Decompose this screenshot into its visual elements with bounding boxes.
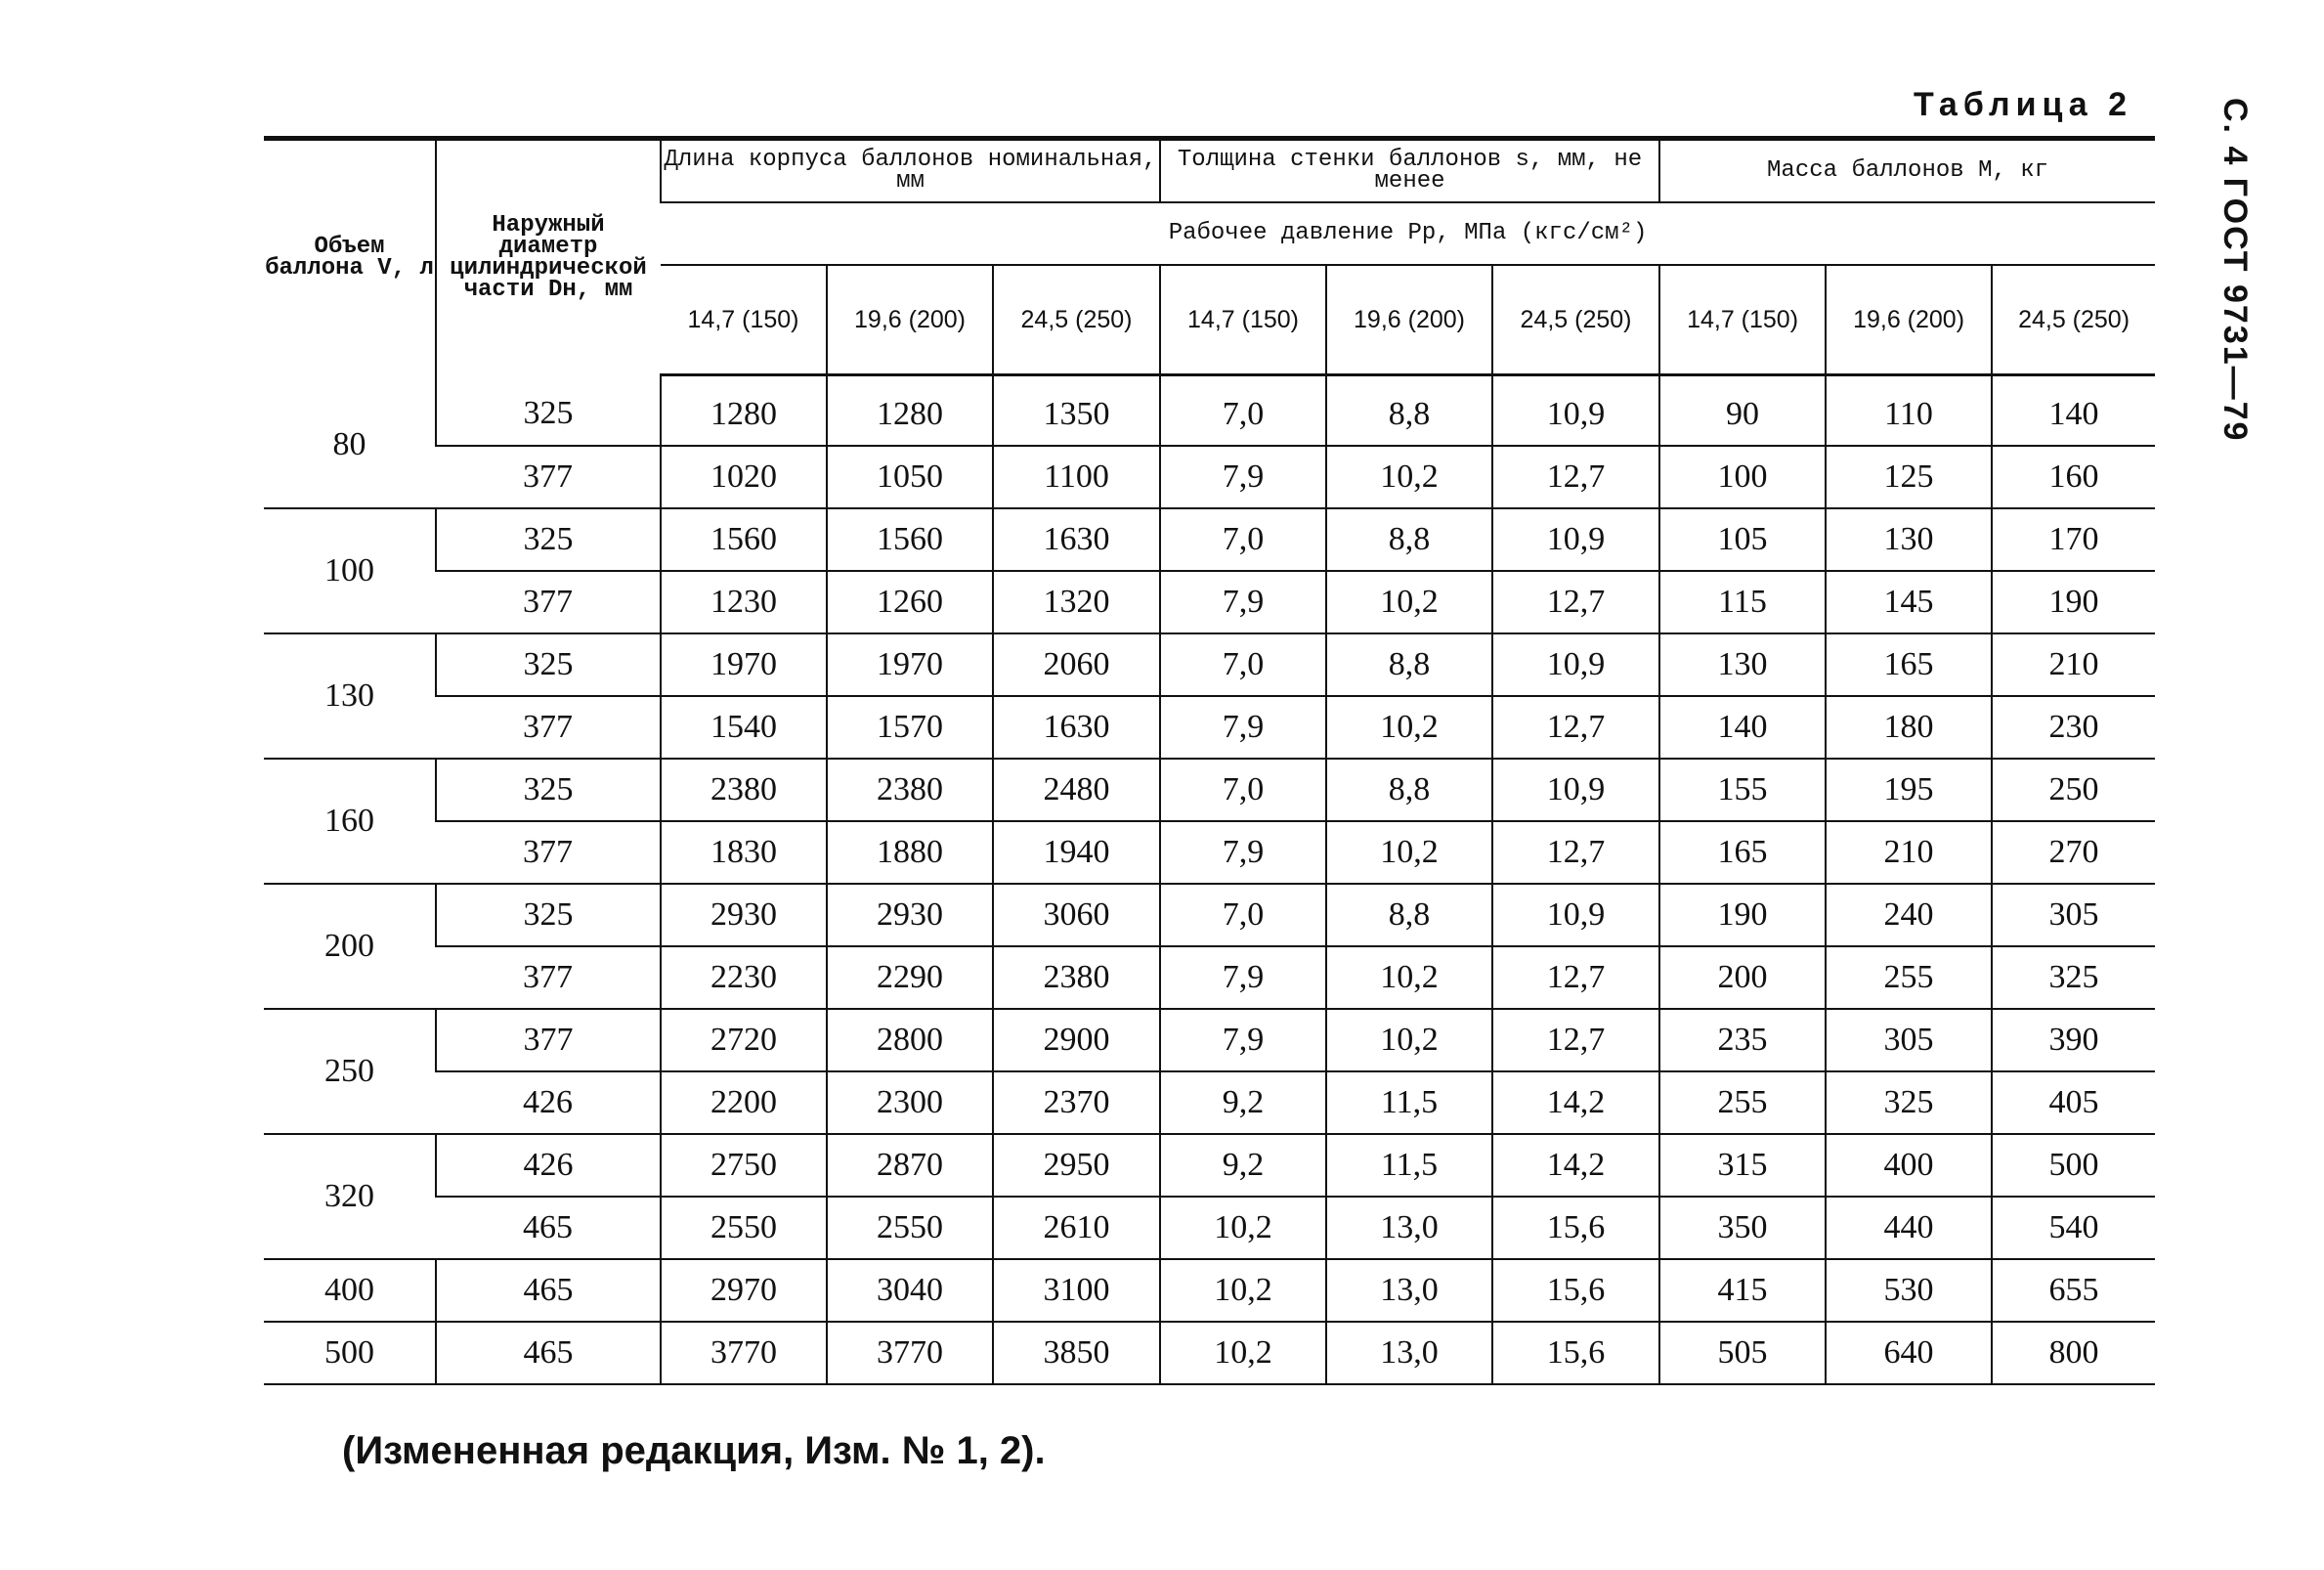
value-cell: 405 (1992, 1071, 2155, 1134)
value-cell: 305 (1826, 1009, 1992, 1071)
value-cell: 500 (1992, 1134, 2155, 1197)
value-cell: 1050 (827, 446, 993, 508)
value-cell: 1880 (827, 821, 993, 884)
value-cell: 1100 (993, 446, 1160, 508)
value-cell: 505 (1659, 1322, 1826, 1384)
value-cell: 8,8 (1326, 633, 1492, 696)
group-header-thickness: Толщина стенки баллонов s, мм, не менее (1160, 139, 1659, 203)
group-header-mass: Масса баллонов M, кг (1659, 139, 2155, 203)
table-row (264, 1197, 2155, 1259)
value-cell: 10,2 (1326, 946, 1492, 1009)
diameter-cell: 377 (436, 946, 661, 1009)
value-cell: 10,2 (1160, 1322, 1326, 1384)
value-cell: 2950 (993, 1134, 1160, 1197)
volume-cell: 100 (264, 508, 436, 633)
table-row (264, 1259, 2155, 1322)
diameter-cell: 377 (436, 696, 661, 759)
diameter-cell: 377 (436, 446, 661, 508)
value-cell: 530 (1826, 1259, 1992, 1322)
value-cell: 2750 (661, 1134, 827, 1197)
value-cell: 350 (1659, 1197, 1826, 1259)
value-cell: 1260 (827, 571, 993, 633)
value-cell: 7,9 (1160, 946, 1326, 1009)
table-row (264, 375, 2155, 447)
value-cell: 190 (1992, 571, 2155, 633)
value-cell: 12,7 (1492, 446, 1659, 508)
table-row (264, 1071, 2155, 1134)
value-cell: 10,2 (1326, 821, 1492, 884)
value-cell: 165 (1659, 821, 1826, 884)
value-cell: 100 (1659, 446, 1826, 508)
table-row (264, 1009, 2155, 1071)
value-cell: 440 (1826, 1197, 1992, 1259)
table-row (264, 1322, 2155, 1384)
value-cell: 7,0 (1160, 884, 1326, 946)
table-row (264, 946, 2155, 1009)
table-caption: Таблица 2 (1914, 86, 2133, 123)
pressure-col-header: 24,5 (250) (1992, 265, 2155, 375)
value-cell: 145 (1826, 571, 1992, 633)
value-cell: 1940 (993, 821, 1160, 884)
value-cell: 130 (1659, 633, 1826, 696)
spec-table-container (264, 136, 2155, 1385)
value-cell: 7,9 (1160, 571, 1326, 633)
spec-table (264, 136, 2155, 1385)
value-cell: 140 (1992, 375, 2155, 447)
value-cell: 7,9 (1160, 1009, 1326, 1071)
value-cell: 210 (1826, 821, 1992, 884)
value-cell: 250 (1992, 759, 2155, 821)
diameter-cell: 465 (436, 1197, 661, 1259)
value-cell: 15,6 (1492, 1259, 1659, 1322)
value-cell: 12,7 (1492, 821, 1659, 884)
value-cell: 3770 (661, 1322, 827, 1384)
value-cell: 3770 (827, 1322, 993, 1384)
value-cell: 170 (1992, 508, 2155, 571)
value-cell: 12,7 (1492, 696, 1659, 759)
value-cell: 2370 (993, 1071, 1160, 1134)
table-row (264, 759, 2155, 821)
diameter-cell: 465 (436, 1322, 661, 1384)
value-cell: 10,9 (1492, 508, 1659, 571)
value-cell: 1570 (827, 696, 993, 759)
group-header-length: Длина корпуса баллонов номинальная, мм (661, 139, 1160, 203)
pressure-col-header: 24,5 (250) (993, 265, 1160, 375)
diameter-cell: 325 (436, 375, 661, 447)
volume-cell: 160 (264, 759, 436, 884)
value-cell: 235 (1659, 1009, 1826, 1071)
value-cell: 12,7 (1492, 946, 1659, 1009)
value-cell: 7,9 (1160, 821, 1326, 884)
col-header-volume: Объем баллона V, л (265, 233, 434, 282)
value-cell: 305 (1992, 884, 2155, 946)
pressure-col-header: 14,7 (150) (661, 265, 827, 375)
value-cell: 655 (1992, 1259, 2155, 1322)
value-cell: 2480 (993, 759, 1160, 821)
value-cell: 11,5 (1326, 1071, 1492, 1134)
value-cell: 160 (1992, 446, 2155, 508)
value-cell: 1280 (661, 375, 827, 447)
value-cell: 13,0 (1326, 1197, 1492, 1259)
diameter-cell: 377 (436, 821, 661, 884)
diameter-cell: 325 (436, 884, 661, 946)
value-cell: 2300 (827, 1071, 993, 1134)
value-cell: 1630 (993, 696, 1160, 759)
value-cell: 415 (1659, 1259, 1826, 1322)
value-cell: 2800 (827, 1009, 993, 1071)
value-cell: 10,2 (1160, 1259, 1326, 1322)
value-cell: 1970 (661, 633, 827, 696)
value-cell: 195 (1826, 759, 1992, 821)
pressure-col-header: 19,6 (200) (827, 265, 993, 375)
value-cell: 200 (1659, 946, 1826, 1009)
value-cell: 7,0 (1160, 633, 1326, 696)
value-cell: 10,9 (1492, 759, 1659, 821)
value-cell: 10,9 (1492, 884, 1659, 946)
col-header-diameter: Наружный диаметр цилиндрической части Dн, мм (436, 139, 661, 375)
value-cell: 10,2 (1326, 571, 1492, 633)
value-cell: 1280 (827, 375, 993, 447)
value-cell: 2380 (661, 759, 827, 821)
value-cell: 800 (1992, 1322, 2155, 1384)
value-cell: 8,8 (1326, 884, 1492, 946)
pressure-col-header: 19,6 (200) (1326, 265, 1492, 375)
value-cell: 2930 (827, 884, 993, 946)
value-cell: 165 (1826, 633, 1992, 696)
value-cell: 10,2 (1160, 1197, 1326, 1259)
table-row (264, 446, 2155, 508)
value-cell: 540 (1992, 1197, 2155, 1259)
pressure-col-header: 14,7 (150) (1160, 265, 1326, 375)
value-cell: 2970 (661, 1259, 827, 1322)
volume-cell: 400 (264, 1259, 436, 1322)
value-cell: 8,8 (1326, 508, 1492, 571)
value-cell: 2380 (993, 946, 1160, 1009)
value-cell: 105 (1659, 508, 1826, 571)
volume-cell: 80 (264, 375, 436, 509)
value-cell: 1830 (661, 821, 827, 884)
value-cell: 1560 (661, 508, 827, 571)
value-cell: 2870 (827, 1134, 993, 1197)
value-cell: 3060 (993, 884, 1160, 946)
value-cell: 7,9 (1160, 446, 1326, 508)
diameter-cell: 325 (436, 508, 661, 571)
pressure-col-header: 14,7 (150) (1659, 265, 1826, 375)
value-cell: 180 (1826, 696, 1992, 759)
value-cell: 10,2 (1326, 696, 1492, 759)
table-row (264, 884, 2155, 946)
value-cell: 2550 (827, 1197, 993, 1259)
diameter-cell: 426 (436, 1071, 661, 1134)
value-cell: 255 (1826, 946, 1992, 1009)
value-cell: 2230 (661, 946, 827, 1009)
value-cell: 240 (1826, 884, 1992, 946)
value-cell: 14,2 (1492, 1071, 1659, 1134)
value-cell: 2550 (661, 1197, 827, 1259)
value-cell: 325 (1992, 946, 2155, 1009)
value-cell: 2930 (661, 884, 827, 946)
diameter-cell: 325 (436, 759, 661, 821)
value-cell: 1630 (993, 508, 1160, 571)
diameter-cell: 377 (436, 571, 661, 633)
value-cell: 390 (1992, 1009, 2155, 1071)
value-cell: 9,2 (1160, 1071, 1326, 1134)
value-cell: 12,7 (1492, 1009, 1659, 1071)
diameter-cell: 426 (436, 1134, 661, 1197)
value-cell: 125 (1826, 446, 1992, 508)
value-cell: 8,8 (1326, 759, 1492, 821)
value-cell: 1230 (661, 571, 827, 633)
value-cell: 140 (1659, 696, 1826, 759)
value-cell: 15,6 (1492, 1197, 1659, 1259)
value-cell: 130 (1826, 508, 1992, 571)
diameter-cell: 377 (436, 1009, 661, 1071)
table-row (264, 508, 2155, 571)
value-cell: 255 (1659, 1071, 1826, 1134)
value-cell: 640 (1826, 1322, 1992, 1384)
value-cell: 10,2 (1326, 1009, 1492, 1071)
value-cell: 2380 (827, 759, 993, 821)
revision-note: (Измененная редакция, Изм. № 1, 2). (342, 1429, 1046, 1472)
value-cell: 400 (1826, 1134, 1992, 1197)
value-cell: 270 (1992, 821, 2155, 884)
diameter-cell: 465 (436, 1259, 661, 1322)
value-cell: 3100 (993, 1259, 1160, 1322)
value-cell: 7,0 (1160, 508, 1326, 571)
value-cell: 3850 (993, 1322, 1160, 1384)
value-cell: 15,6 (1492, 1322, 1659, 1384)
value-cell: 9,2 (1160, 1134, 1326, 1197)
value-cell: 14,2 (1492, 1134, 1659, 1197)
value-cell: 8,8 (1326, 375, 1492, 447)
value-cell: 190 (1659, 884, 1826, 946)
value-cell: 3040 (827, 1259, 993, 1322)
volume-cell: 250 (264, 1009, 436, 1134)
value-cell: 1540 (661, 696, 827, 759)
value-cell: 2060 (993, 633, 1160, 696)
pressure-col-header: 19,6 (200) (1826, 265, 1992, 375)
table-row (264, 696, 2155, 759)
volume-cell: 500 (264, 1322, 436, 1384)
page-side-header: С. 4 ГОСТ 9731—79 (2216, 98, 2254, 443)
value-cell: 10,9 (1492, 375, 1659, 447)
diameter-cell: 325 (436, 633, 661, 696)
value-cell: 1350 (993, 375, 1160, 447)
value-cell: 11,5 (1326, 1134, 1492, 1197)
value-cell: 10,2 (1326, 446, 1492, 508)
table-row (264, 633, 2155, 696)
value-cell: 1020 (661, 446, 827, 508)
value-cell: 1560 (827, 508, 993, 571)
value-cell: 13,0 (1326, 1259, 1492, 1322)
value-cell: 115 (1659, 571, 1826, 633)
value-cell: 210 (1992, 633, 2155, 696)
volume-cell: 320 (264, 1134, 436, 1259)
value-cell: 10,9 (1492, 633, 1659, 696)
table-row (264, 571, 2155, 633)
value-cell: 2720 (661, 1009, 827, 1071)
volume-cell: 200 (264, 884, 436, 1009)
value-cell: 230 (1992, 696, 2155, 759)
table-row (264, 1134, 2155, 1197)
value-cell: 7,0 (1160, 375, 1326, 447)
value-cell: 12,7 (1492, 571, 1659, 633)
value-cell: 2200 (661, 1071, 827, 1134)
pressure-header: Рабочее давление Pр, МПа (кгс/см²) (661, 202, 2155, 265)
table-body (264, 375, 2155, 1385)
pressure-col-header: 24,5 (250) (1492, 265, 1659, 375)
volume-cell: 130 (264, 633, 436, 759)
value-cell: 110 (1826, 375, 1992, 447)
value-cell: 2290 (827, 946, 993, 1009)
value-cell: 90 (1659, 375, 1826, 447)
value-cell: 315 (1659, 1134, 1826, 1197)
value-cell: 7,9 (1160, 696, 1326, 759)
value-cell: 2900 (993, 1009, 1160, 1071)
table-row (264, 821, 2155, 884)
value-cell: 155 (1659, 759, 1826, 821)
value-cell: 1970 (827, 633, 993, 696)
value-cell: 325 (1826, 1071, 1992, 1134)
value-cell: 2610 (993, 1197, 1160, 1259)
value-cell: 13,0 (1326, 1322, 1492, 1384)
value-cell: 7,0 (1160, 759, 1326, 821)
value-cell: 1320 (993, 571, 1160, 633)
